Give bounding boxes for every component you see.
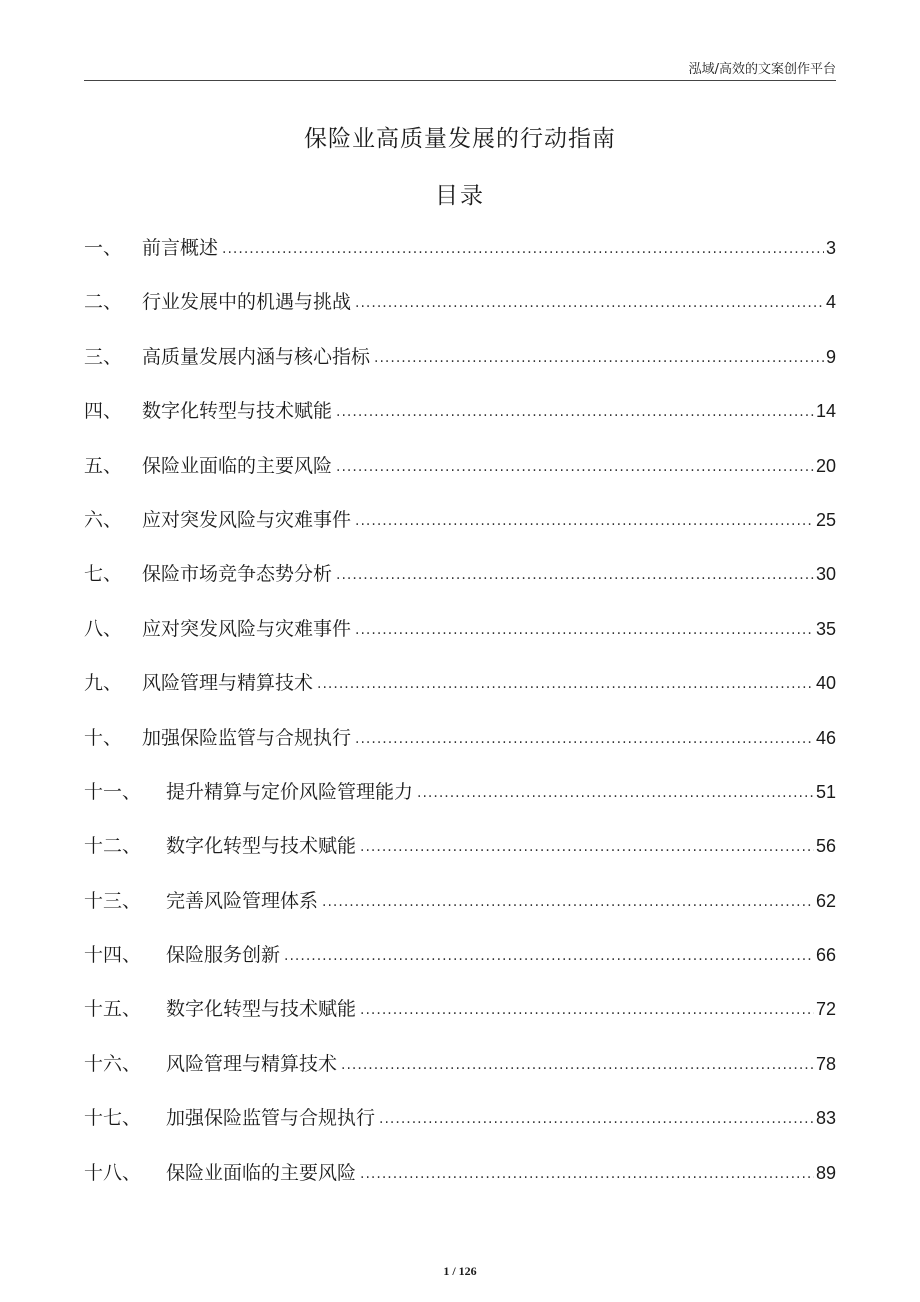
- toc-entry-number: 十一、: [84, 780, 142, 803]
- toc-entry-label: 高质量发展内涵与核心指标: [142, 345, 371, 368]
- toc-entry-label: 完善风险管理体系: [166, 889, 319, 912]
- toc-entry-page: 62: [815, 890, 836, 911]
- toc-entry-page: 46: [815, 727, 836, 748]
- toc-entry-page: 56: [815, 836, 836, 857]
- toc-entry-label: 应对突发风险与灾难事件: [142, 508, 352, 531]
- toc-entry-label: 数字化转型与技术赋能: [166, 835, 357, 858]
- toc-entry[interactable]: [84, 233, 836, 287]
- document-title: 保险业高质量发展的行动指南: [304, 126, 616, 152]
- toc-entry-number: 十、: [84, 726, 123, 749]
- toc-entry-page: 3: [825, 238, 836, 258]
- toc-entry[interactable]: [84, 886, 836, 940]
- toc-entry-page: 35: [815, 618, 836, 639]
- toc-dot-leader: [355, 508, 814, 530]
- toc-entry-label: 加强保险监管与合规执行: [166, 1107, 376, 1130]
- toc-dot-leader: [417, 780, 814, 802]
- toc-entry-label: 数字化转型与技术赋能: [166, 998, 357, 1021]
- toc-entry-page: 72: [815, 999, 836, 1020]
- toc-entry-label: 提升精算与定价风险管理能力: [166, 780, 414, 803]
- toc-entry[interactable]: [84, 1103, 836, 1157]
- toc-entry[interactable]: [84, 1049, 836, 1103]
- toc-entry[interactable]: [84, 559, 836, 613]
- toc-entry-number: 七、: [84, 563, 123, 586]
- toc-entry-number: 九、: [84, 672, 123, 695]
- toc-dot-leader: [360, 834, 814, 856]
- toc-entry-label: 行业发展中的机遇与挑战: [142, 291, 352, 314]
- toc-entry[interactable]: [84, 940, 836, 994]
- header-brand: 泓域/高效的文案创作平台: [688, 62, 836, 77]
- toc-entry-page: 4: [825, 292, 836, 313]
- toc-entry-number: 十二、: [84, 835, 142, 858]
- toc-dot-leader: [336, 399, 814, 421]
- toc-entry-page: 30: [815, 564, 836, 585]
- toc-entry-label: 保险业面临的主要风险: [166, 1161, 357, 1184]
- toc-entry-label: 风险管理与精算技术: [166, 1052, 338, 1075]
- toc-dot-leader: [222, 236, 824, 258]
- toc-entry-number: 五、: [84, 454, 123, 477]
- toc-entry-page: 89: [815, 1162, 836, 1183]
- table-of-contents: [84, 233, 836, 1212]
- header-divider: [84, 80, 836, 81]
- toc-entry[interactable]: [84, 451, 836, 505]
- toc-entry-page: 40: [815, 673, 836, 694]
- toc-entry[interactable]: [84, 614, 836, 668]
- toc-dot-leader: [336, 454, 814, 476]
- toc-entry-number: 六、: [84, 508, 123, 531]
- toc-entry-number: 四、: [84, 400, 123, 423]
- toc-dot-leader: [355, 726, 814, 748]
- toc-entry[interactable]: [84, 396, 836, 450]
- toc-entry-label: 保险业面临的主要风险: [142, 454, 333, 477]
- toc-dot-leader: [284, 943, 814, 965]
- toc-entry-number: 十五、: [84, 998, 142, 1021]
- toc-entry-number: 八、: [84, 617, 123, 640]
- toc-entry-page: 83: [815, 1108, 836, 1129]
- toc-entry[interactable]: [84, 831, 836, 885]
- toc-entry-page: 14: [815, 401, 836, 422]
- toc-entry-number: 十四、: [84, 944, 142, 967]
- toc-entry-page: 78: [815, 1053, 836, 1074]
- toc-entry[interactable]: [84, 668, 836, 722]
- toc-dot-leader: [360, 1161, 814, 1183]
- toc-entry-page: 66: [815, 945, 836, 966]
- toc-entry-label: 应对突发风险与灾难事件: [142, 617, 352, 640]
- toc-entry-label: 前言概述: [142, 237, 219, 259]
- toc-entry[interactable]: [84, 505, 836, 559]
- toc-dot-leader: [322, 889, 814, 911]
- toc-entry-label: 加强保险监管与合规执行: [142, 726, 352, 749]
- toc-entry-number: 十六、: [84, 1052, 142, 1075]
- toc-entry-page: 25: [815, 509, 836, 530]
- toc-dot-leader: [317, 671, 814, 693]
- toc-entry-number: 一、: [84, 237, 123, 259]
- toc-entry-page: 9: [825, 346, 836, 367]
- toc-entry[interactable]: [84, 777, 836, 831]
- toc-entry[interactable]: [84, 723, 836, 777]
- toc-dot-leader: [374, 345, 824, 367]
- toc-entry[interactable]: [84, 994, 836, 1048]
- toc-dot-leader: [360, 997, 814, 1019]
- toc-entry[interactable]: [84, 342, 836, 396]
- page-indicator: 1 / 126: [443, 1264, 477, 1278]
- toc-dot-leader: [341, 1052, 814, 1074]
- toc-entry-label: 数字化转型与技术赋能: [142, 400, 333, 423]
- toc-dot-leader: [355, 290, 824, 312]
- toc-dot-leader: [355, 617, 814, 639]
- toc-entry-label: 保险服务创新: [166, 944, 281, 967]
- toc-entry-number: 十八、: [84, 1161, 142, 1184]
- toc-entry-number: 十七、: [84, 1107, 142, 1130]
- toc-entry-page: 51: [815, 781, 836, 802]
- toc-entry-number: 十三、: [84, 889, 142, 912]
- toc-heading: 目录: [435, 183, 485, 209]
- toc-entry[interactable]: [84, 287, 836, 341]
- toc-entry-label: 保险市场竞争态势分析: [142, 563, 333, 586]
- toc-dot-leader: [379, 1106, 814, 1128]
- toc-entry-label: 风险管理与精算技术: [142, 672, 314, 695]
- toc-entry[interactable]: [84, 1158, 836, 1212]
- toc-entry-number: 三、: [84, 345, 123, 368]
- toc-entry-page: 20: [815, 455, 836, 476]
- toc-dot-leader: [336, 562, 814, 584]
- toc-entry-number: 二、: [84, 291, 123, 314]
